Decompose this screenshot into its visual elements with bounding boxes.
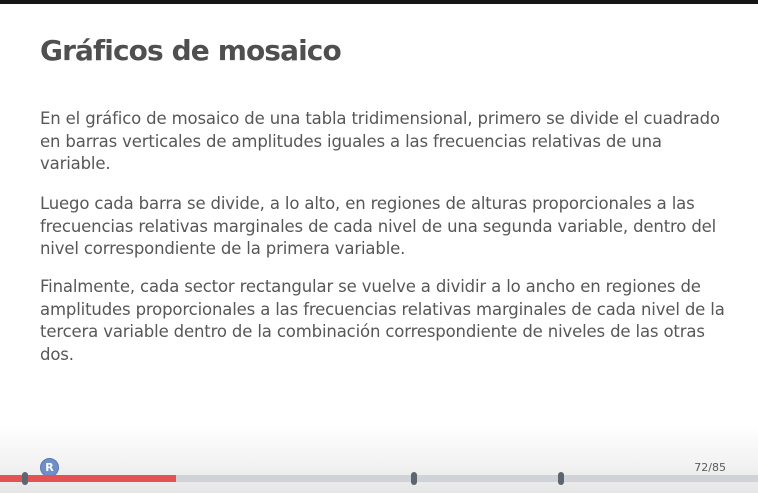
progress-bar[interactable]	[0, 475, 758, 482]
paragraph-2: Luego cada barra se divide, a lo alto, en regiones de alturas proporcionales a las frecuencias relativas marginales de cada nivel de una segunda variable, dentro del nivel correspondiente de la primera variable.	[40, 194, 717, 258]
paragraph-1: En el gráfico de mosaico de una tabla tridimensional, primero se divide el cuadrado en barras verticales de amplitudes iguales a las frecuencias relativas de una variable.	[40, 109, 720, 173]
paragraph-3: Finalmente, cada sector rectangular se vuelve a dividir a lo ancho en regiones de amplitudes proporcionales a las frecuencias relativas marginales de cada nivel de la tercera variable dentro de la combinación correspondiente de niveles de las otras dos.	[40, 277, 725, 364]
slide	[0, 4, 758, 424]
progress-marker-icon[interactable]	[411, 472, 417, 485]
progress-marker-icon[interactable]	[22, 472, 28, 485]
slide-title: Gráficos de mosaico	[40, 34, 341, 67]
progress-marker-icon[interactable]	[558, 472, 564, 485]
r-logo-icon[interactable]: R	[40, 458, 59, 477]
slide-footer	[0, 424, 758, 493]
slide-counter: 72/85	[694, 461, 726, 474]
